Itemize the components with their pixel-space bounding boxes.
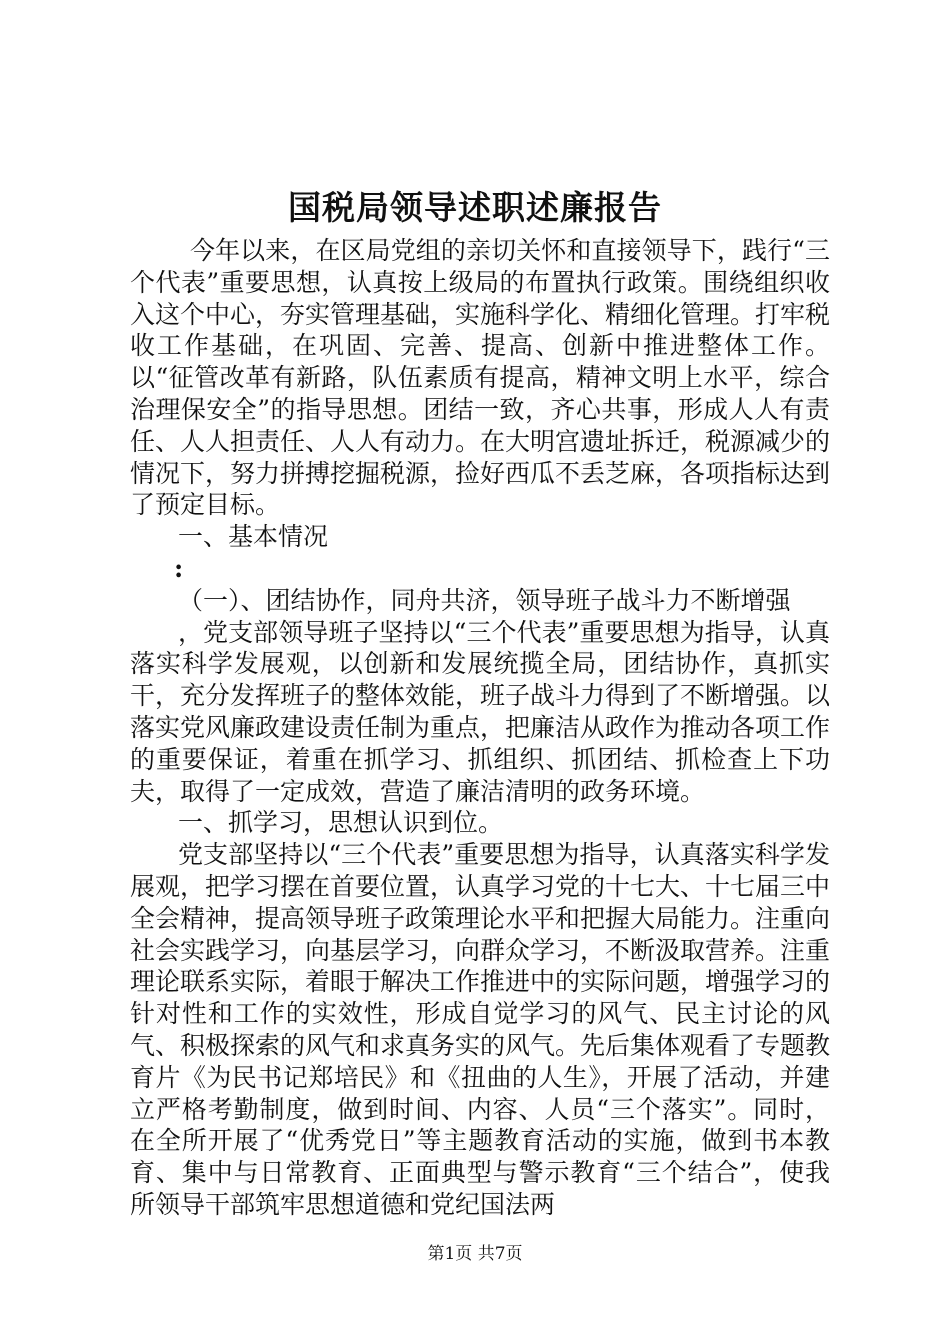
document-body: [130, 235, 830, 1221]
colon-line: :: [174, 553, 184, 583]
paragraph-intro: 今年以来，在区局党组的亲切关怀和直接领导下，践行“三个代表”重要思想，认真按上级局的布置执行政策。围绕组织收入这个中心，夯实管理基础，实施科学化、精细化管理。打牢税收工作基础，在巩固、完善、提高、创新中推进整体工作。以“征管改革有新路，队伍素质有提高，精神文明上水平，综合治理保安全”的指导思想。团结一致，齐心共事，形成人人有责任、人人担责任、人人有动力。在大明宫遗址拆迁，税源减少的情况下，努力拼搏挖掘税源，捡好西瓜不丢芝麻，各项指标达到了预定目标。: [130, 236, 831, 520]
paragraph-study: 党支部坚持以“三个代表”重要思想为指导，认真落实科学发展观，把学习摆在首要位置，认真学习党的十七大、十七届三中全会精神，提高领导班子政策理论水平和把握大局能力。注重向社会实践学习，向基层学习，向群众学习，不断汲取营养。注重理论联系实际，着眼于解决工作推进中的实际问题，增强学习的针对性和工作的实效性，形成自觉学习的风气、民主讨论的风气、积极探索的风气和求真务实的风气。先后集体观看了专题教育片《为民书记郑培民》和《扭曲的人生》，开展了活动，并建立严格考勤制度，做到时间、内容、人员“三个落实”。同时，在全所开展了“优秀党日”等主题教育活动的实施，做到书本教育、集中与日常教育、正面典型与警示教育“三个结合”，使我所领导干部筑牢思想道德和党纪国法两: [130, 840, 831, 1219]
section-heading-basic: 一、基本情况: [178, 522, 329, 552]
page-footer: 第1页 共7页: [427, 1244, 523, 1264]
paragraph-leadership: ，党支部领导班子坚持以“三个代表”重要思想为指导，认真落实科学发展观，以创新和发展统揽全局，团结协作，真抓实干，充分发挥班子的整体效能，班子战斗力得到了不断增强。以落实党风廉政建设责任制为重点，把廉洁从政作为推动各项工作的重要保证，着重在抓学习、抓组织、抓团结、抓检查上下功夫，取得了一定成效，营造了廉洁清明的政务环境。: [130, 617, 831, 806]
subsection-heading-1: （一）、团结协作，同舟共济，领导班子战斗力不断增强: [178, 585, 791, 615]
document-title: 国税局领导述职述廉报告: [288, 188, 662, 227]
section-heading-study: 一、抓学习，思想认识到位。: [178, 808, 504, 838]
